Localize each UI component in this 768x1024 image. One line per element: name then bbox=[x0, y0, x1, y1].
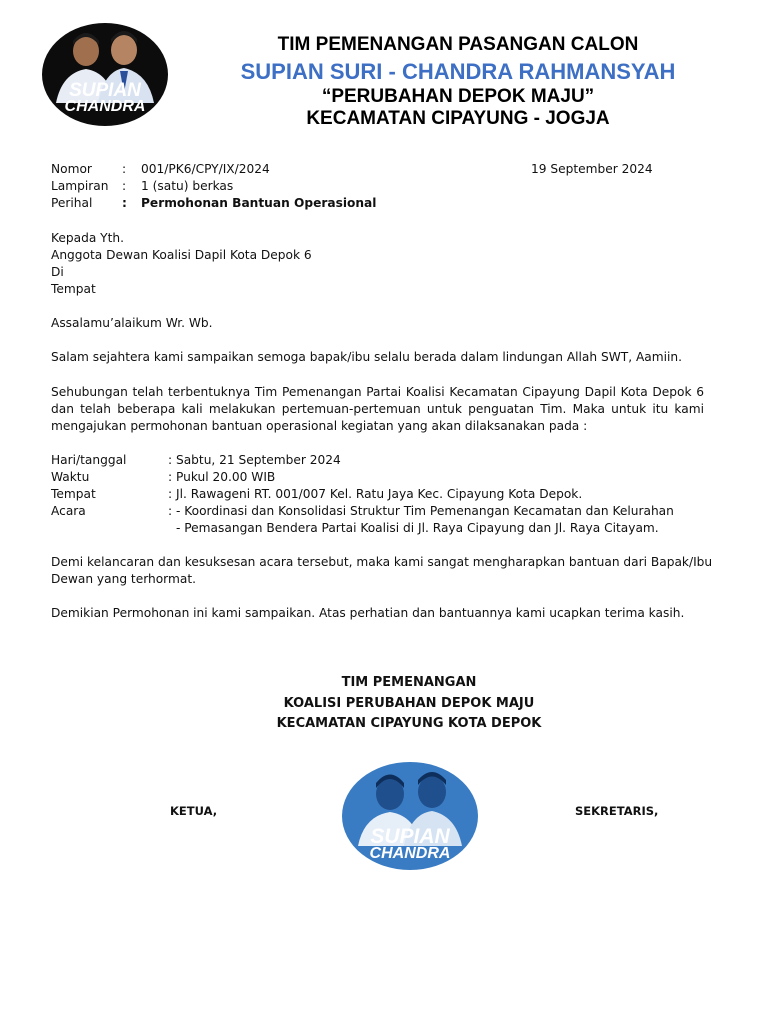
hari-value: : Sabtu, 21 September 2024 bbox=[168, 453, 341, 467]
signature-line2: KOALISI PERUBAHAN DEPOK MAJU bbox=[283, 696, 535, 711]
paragraph-3-line1: Demi kelancaran dan kesuksesan acara tersebut, maka kami sangat mengharapkan bantuan dari Bapak/Ibu bbox=[51, 555, 713, 569]
waktu-value: : Pukul 20.00 WIB bbox=[168, 470, 276, 484]
lampiran-colon: : bbox=[122, 179, 127, 193]
stamp-text-bottom: CHANDRA bbox=[369, 845, 451, 862]
letterhead-district: KECAMATAN CIPAYUNG - JOGJA bbox=[306, 108, 610, 129]
acara-value-2: - Pemasangan Bendera Partai Koalisi di Jl. Raya Cipayung dan Jl. Raya Citayam. bbox=[176, 521, 659, 535]
recipient-line3: Di bbox=[51, 265, 64, 279]
paragraph-2-line3: mengajukan permohonan bantuan operasional kegiatan yang akan dilaksanakan pada : bbox=[51, 419, 588, 433]
paragraph-1: Salam sejahtera kami sampaikan semoga bapak/ibu selalu berada dalam lindungan Allah SWT, Aamiin. bbox=[51, 350, 683, 364]
waktu-label: Waktu bbox=[51, 470, 90, 484]
paragraph-3-line2: Dewan yang terhormat. bbox=[51, 572, 196, 586]
acara-value-1: : - Koordinasi dan Konsolidasi Struktur Tim Pemenangan Kecamatan dan Kelurahan bbox=[168, 504, 674, 518]
recipient-line4: Tempat bbox=[51, 282, 96, 296]
perihal-colon: : bbox=[122, 196, 127, 210]
signature-line3: KECAMATAN CIPAYUNG KOTA DEPOK bbox=[276, 716, 542, 731]
letterhead-slogan: “PERUBAHAN DEPOK MAJU” bbox=[321, 86, 595, 107]
campaign-stamp-logo bbox=[342, 762, 478, 870]
logo-text-bottom: CHANDRA bbox=[64, 98, 146, 115]
tempat-value: : Jl. Rawageni RT. 001/007 Kel. Ratu Jaya Kec. Cipayung Kota Depok. bbox=[168, 487, 583, 501]
tempat-label: Tempat bbox=[51, 487, 96, 501]
paragraph-4: Demikian Permohonan ini kami sampaikan. Atas perhatian dan bantuannya kami ucapkan terima kasih. bbox=[51, 606, 685, 620]
paragraph-2-line1: Sehubungan telah terbentuknya Tim Pemenangan Partai Koalisi Kecamatan Cipayung Dapil Kota Depok 6 bbox=[51, 385, 704, 399]
lampiran-value: 1 (satu) berkas bbox=[141, 179, 234, 193]
letter-date: 19 September 2024 bbox=[531, 162, 653, 176]
campaign-logo bbox=[42, 23, 168, 126]
logo-text-top: SUPIAN bbox=[69, 80, 141, 101]
nomor-value: 001/PK6/CPY/IX/2024 bbox=[141, 162, 270, 176]
recipient-line1: Kepada Yth. bbox=[51, 231, 124, 245]
paragraph-2-line2: dan telah beberapa kali melakukan pertemuan-pertemuan untuk penguatan Tim. Maka untuk itu kami bbox=[51, 402, 704, 416]
perihal-label: Perihal bbox=[51, 196, 93, 210]
lampiran-label: Lampiran bbox=[51, 179, 109, 193]
nomor-colon: : bbox=[122, 162, 127, 176]
letterhead-candidates: SUPIAN SURI - CHANDRA RAHMANSYAH bbox=[240, 59, 676, 84]
letterhead-title: TIM PEMENANGAN PASANGAN CALON bbox=[277, 34, 639, 55]
perihal-value: Permohonan Bantuan Operasional bbox=[141, 196, 377, 210]
ketua-label: KETUA, bbox=[170, 804, 218, 818]
nomor-label: Nomor bbox=[51, 162, 92, 176]
acara-label: Acara bbox=[51, 504, 86, 518]
sekretaris-label: SEKRETARIS, bbox=[575, 804, 659, 818]
greeting: Assalamu’alaikum Wr. Wb. bbox=[51, 316, 213, 330]
stamp-text-top: SUPIAN bbox=[370, 825, 450, 848]
hari-label: Hari/tanggal bbox=[51, 453, 127, 467]
signature-line1: TIM PEMENANGAN bbox=[341, 675, 477, 690]
recipient-line2: Anggota Dewan Koalisi Dapil Kota Depok 6 bbox=[51, 248, 312, 262]
